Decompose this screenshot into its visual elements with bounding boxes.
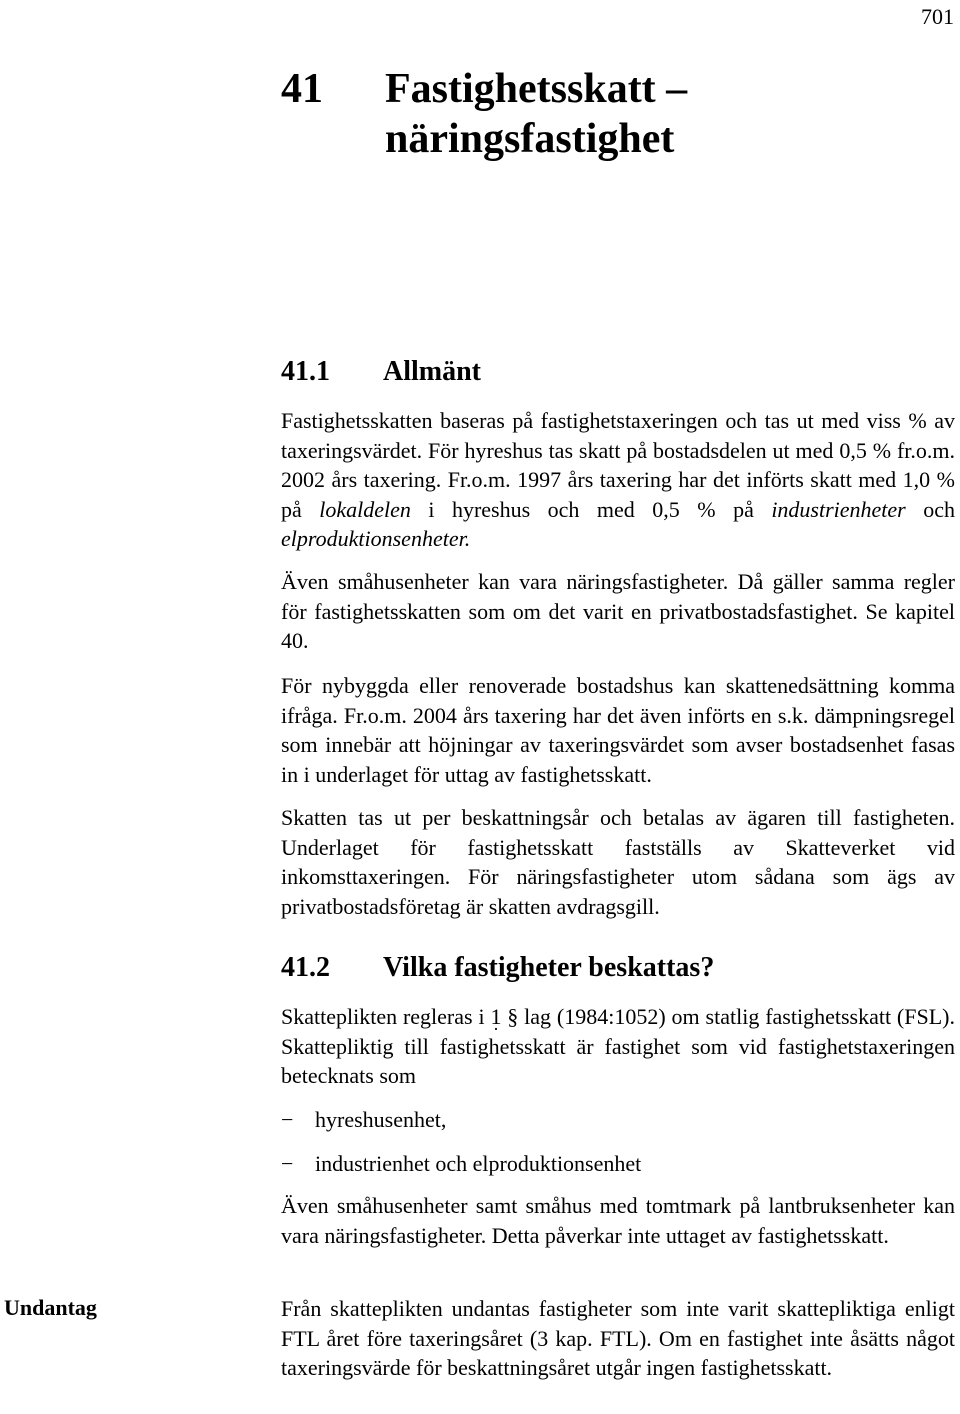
emphasis-industrienheter: industrienheter: [771, 496, 906, 522]
section-heading-41-1: [281, 356, 481, 388]
section-title: Allmänt: [383, 356, 481, 387]
text-run: och: [905, 496, 955, 522]
section-heading-41-2: [281, 952, 714, 984]
chapter-title: Fastighetsskatt – näringsfastighet: [385, 66, 688, 162]
section-number: 41.1: [281, 356, 330, 387]
dash-bullet: −: [281, 1107, 294, 1132]
paragraph-allmant-2: Även småhusenheter kan vara näringsfastigheter. Då gäller samma regler för fastighetsskatten som om det varit en privatbostadsfastighet. Se kapitel 40.: [281, 569, 955, 653]
emphasis-elproduktionsenheter: elproduktionsenheter.: [281, 526, 471, 551]
section-title: Vilka fastigheter beskattas?: [383, 952, 715, 983]
page-number: 701: [921, 4, 954, 29]
chapter-heading: [281, 64, 805, 164]
paragraph-beskattas-2: Även småhusenheter samt småhus med tomtmark på lantbruksenheter kan vara näringsfastigheter. Detta påverkar inte uttaget av fastighetsskatt.: [281, 1193, 955, 1248]
paragraph-allmant-1: [281, 406, 955, 554]
text-run: i hyreshus och med 0,5 % på: [410, 496, 772, 522]
paragraph-allmant-4: Skatten tas ut per beskattningsår och betalas av ägaren till fastigheten. Underlaget för fastighetsskatt fastställs av Skatteverket vid inkomsttaxeringen. För näringsfastigheter utom sådana som ägs av privatbostadsföretag är skatten avdragsgill.: [281, 805, 955, 919]
emphasis-lokaldelen: lokaldelen: [319, 496, 411, 522]
text-run: Fastighetsskatten baseras på fastighetstaxeringen och tas ut med viss % av taxeringsvärdet. För hyreshus tas skatt på bostadsdelen ut med 0,5 % fr.o.m. 2002 års taxering. Fr.o.m. 1997 års taxering har det införts skatt med 1,0 % på: [281, 408, 955, 522]
dash-bullet: −: [281, 1150, 294, 1176]
text-run: Skatteplikten regleras i: [281, 1004, 491, 1029]
margin-note-undantag: Undantag: [4, 1295, 97, 1320]
list-item: [281, 1149, 955, 1179]
list-item-text: hyreshusenhet,: [315, 1107, 447, 1132]
text-run: § lag (1984:1052) om statlig fastighetsskatt (FSL). Skattepliktig till fastighetsskatt är fastighet som vid fastighetstaxeringen betecknats som: [281, 1004, 955, 1088]
paragraph-undantag: Från skatteplikten undantas fastigheter som inte varit skattepliktiga enligt FTL året före taxeringsåret (3 kap. FTL). Om en fastighet inte åsätts något taxeringsvärde för beskattningsåret utgår ingen fastighetsskatt.: [281, 1296, 955, 1380]
paragraph-beskattas-1: [281, 1002, 955, 1091]
paragraph-allmant-3: För nybyggda eller renoverade bostadshus kan skattenedsättning komma ifråga. Fr.o.m. 2004 års taxering har det även införts en s.k. dämpningsregel som innebär att höjningar av taxeringsvärdet som avser bostadsenhet fasas in i underlaget för uttag av fastighetsskatt.: [281, 673, 955, 787]
list-item: [281, 1105, 955, 1135]
footnote-marker: 1 .: [490, 1004, 501, 1029]
section-number: 41.2: [281, 952, 330, 983]
list-item-text: industrienhet och elproduktionsenhet: [315, 1150, 642, 1176]
property-type-list: [281, 1105, 955, 1192]
chapter-number: 41: [281, 66, 323, 112]
